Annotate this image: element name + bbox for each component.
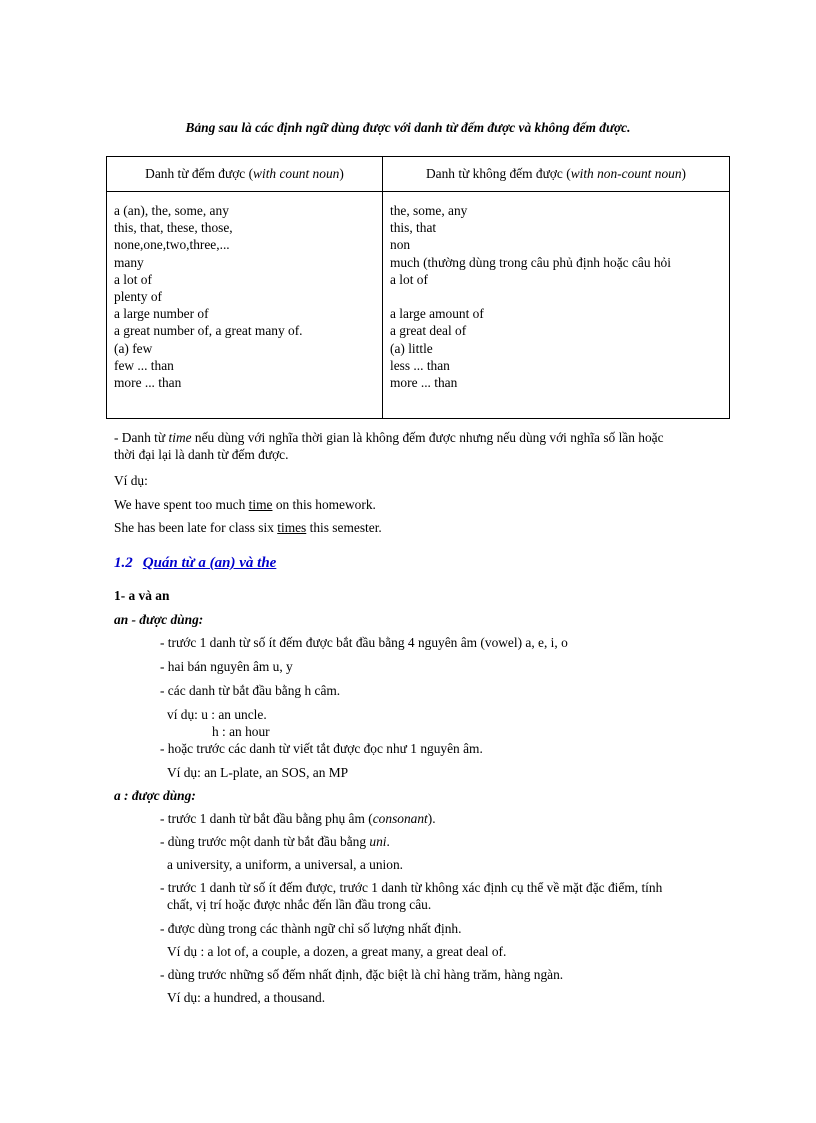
list-item: a lot of	[114, 271, 152, 287]
list-item: a large amount of	[390, 306, 484, 322]
header-non-count-noun: Danh từ không đếm được (with non-count noun)	[383, 157, 730, 192]
an-example-3: Ví dụ: an L-plate, an SOS, an MP	[167, 765, 349, 780]
a-rule-5-example: Ví dụ: a hundred, a thousand.	[167, 990, 326, 1005]
example-sentence-2: She has been late for class six times this semester.	[114, 520, 382, 535]
a-rule-1: - trước 1 danh từ bắt đầu bằng phụ âm (consonant).	[160, 811, 436, 826]
header-count-noun: Danh từ đếm được (with count noun)	[107, 157, 383, 192]
list-item: a great deal of	[390, 323, 467, 339]
list-item: the, some, any	[390, 203, 468, 218]
note-line-1: - Danh từ time nếu dùng với nghĩa thời gian là không đếm được nhưng nếu dùng với nghĩa số lần hoặc	[114, 430, 664, 445]
a-rule-4: - được dùng trong các thành ngữ chỉ số lượng nhất định.	[160, 921, 462, 936]
list-item: much (thường dùng trong câu phủ định hoặc câu hỏi	[390, 254, 671, 270]
table-caption: Bảng sau là các định ngữ dùng được với danh từ đếm được và không đếm được.	[185, 120, 631, 135]
list-item: non	[390, 237, 411, 253]
a-rule-3-line-2: chất, vị trí hoặc được nhắc đến lần đầu trong câu.	[167, 897, 432, 912]
list-item: (a) little	[390, 340, 433, 356]
count-noun-cell	[107, 192, 383, 419]
an-rule-3: - các danh từ bắt đầu bằng h câm.	[160, 683, 341, 698]
list-item: few ... than	[114, 357, 174, 373]
list-item: a great number of, a great many of.	[114, 323, 303, 339]
an-rule-2: - hai bán nguyên âm u, y	[160, 659, 293, 674]
an-rule-1: - trước 1 danh từ số ít đếm được bắt đầu bằng 4 nguyên âm (vowel) a, e, i, o	[160, 635, 568, 650]
table-header-row	[107, 157, 730, 192]
list-item: none,one,two,three,...	[114, 237, 230, 253]
list-item: a (an), the, some, any	[114, 203, 229, 218]
an-heading: an - được dùng:	[114, 612, 204, 627]
a-rule-2-example: a university, a uniform, a universal, a union.	[167, 857, 404, 872]
list-item	[390, 288, 723, 305]
determiner-table	[106, 156, 730, 419]
list-item: many	[114, 254, 144, 270]
an-rule-4: - hoặc trước các danh từ viết tắt được đọc như 1 nguyên âm.	[160, 741, 483, 756]
list-item: more ... than	[114, 374, 182, 390]
list-item: this, that	[390, 220, 437, 236]
section-heading[interactable]	[114, 555, 276, 572]
a-rule-4-example: Ví dụ : a lot of, a couple, a dozen, a great many, a great deal of.	[167, 944, 507, 959]
subsection-heading: 1- a và an	[114, 588, 170, 603]
list-item: a lot of	[390, 271, 428, 287]
section-number: 1.2	[114, 555, 133, 571]
an-example-2: h : an hour	[212, 724, 270, 739]
an-example-1: ví dụ: u : an uncle.	[167, 707, 267, 722]
list-item: (a) few	[114, 340, 153, 356]
example-label: Ví dụ:	[114, 473, 148, 488]
list-item: this, that, these, those,	[114, 220, 233, 236]
non-count-noun-cell	[383, 192, 730, 419]
a-heading: a : được dùng:	[114, 788, 196, 803]
list-item: a large number of	[114, 306, 209, 322]
example-sentence-1: We have spent too much time on this homework.	[114, 497, 376, 512]
a-rule-3-line-1: - trước 1 danh từ số ít đếm được, trước 1 danh từ không xác định cụ thể về mặt đặc điểm, tính	[160, 880, 663, 895]
section-title-link[interactable]: Quán từ a (an) và the	[142, 555, 277, 571]
list-item: plenty of	[114, 288, 162, 304]
note-line-2: thời đại lại là danh từ đếm được.	[114, 447, 289, 462]
list-item: more ... than	[390, 374, 458, 390]
a-rule-2: - dùng trước một danh từ bắt đầu bằng uni.	[160, 834, 390, 849]
table-body-row	[107, 192, 730, 419]
a-rule-5: - dùng trước những số đếm nhất định, đặc biệt là chỉ hàng trăm, hàng ngàn.	[160, 967, 564, 982]
list-item: less ... than	[390, 357, 450, 373]
